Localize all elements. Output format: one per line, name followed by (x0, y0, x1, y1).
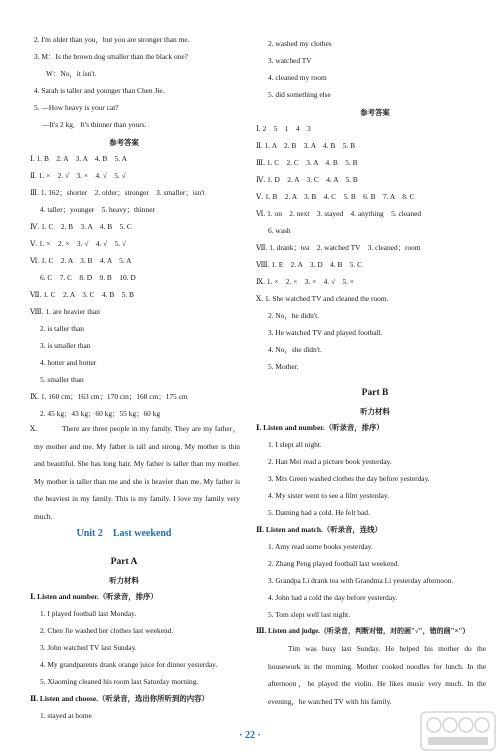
answer-line: Ⅵ. 1. on 2. next 3. stayed 4. anything 5. cleaned (256, 209, 422, 218)
watermark-logo (420, 711, 496, 751)
answer-line: Ⅴ. 1. × 2. × 3. √ 4. √ 5. √ (30, 239, 127, 248)
answer-line: Ⅱ. 1. A 2. B 3. A 4. B 5. B (256, 141, 356, 150)
answer-line: 4. hotter and hotter (40, 358, 97, 367)
judge-passage: Tim was busy last Sunday. He helped his mother do the housework in the morning. Mother cooked noodles for lunch. In the afternoon，he played the violin. He likes music very much. In the evening，he watched TV with his family. (268, 644, 486, 706)
text-line: 3. M：Is the brown dog smaller than the black one? (34, 52, 188, 61)
answer-line: 2. 45 kg；43 kg；60 kg；55 kg；60 kg (40, 409, 161, 418)
answer-line: Ⅵ. 1. C 2. A 3. B 4. A 5. A (30, 256, 132, 265)
section-heading: Ⅰ. Listen and number.（听录音，排序） (30, 592, 158, 601)
answer-line: Ⅴ. 1. B 2. A 3. B 4. C 5. B 6. B 7. A 8. C (256, 192, 415, 201)
list-item: 4. cleaned my room (268, 73, 327, 82)
answer-line: 4. taller；younger 5. heavy；thinner (40, 205, 155, 214)
answer-line: Ⅸ. 1. 160 cm；163 cm；170 cm；168 cm；175 cm (30, 392, 188, 401)
list-item: 3. Grandpa Li drank tea with Grandma Li yesterday afternoon. (268, 576, 454, 585)
page-number: · 22 · (239, 730, 261, 741)
answer-line: 2. No，he didn't. (268, 311, 320, 320)
part-a-title: Part A (110, 557, 138, 567)
answer-line: Ⅰ. 2 5 1 4 3 (256, 124, 311, 133)
answer-line: Ⅶ. 1. drank；tea 2. watched TV 3. cleaned；room (256, 243, 421, 252)
list-item: 4. My sister went to see a film yesterday. (268, 491, 390, 500)
answer-line: Ⅶ. 1. C 2. A 3. C 4. B 5. B (30, 290, 134, 299)
list-item: 4. My grandparents drank orange juice for dinner yesterday. (40, 660, 218, 669)
answer-line: 5. smaller than (40, 375, 84, 384)
answer-line: Ⅷ. 1. E 2. A 3. D 4. B 5. C (256, 260, 363, 269)
list-item: 1. stayed at home (40, 711, 92, 720)
list-item: 1. I slept all night. (268, 440, 322, 449)
section-heading: Ⅲ. Listen and judge.（听录音，判断对错，对的画"√"，错的画"×"） (256, 627, 470, 635)
essay-label: Ⅹ. (30, 424, 38, 433)
section-heading: Ⅱ. Listen and choose.（听录音，选出你所听到的内容） (30, 694, 209, 703)
answer-line: 4. No，she didn't. (268, 345, 322, 354)
answer-line: Ⅰ. 1. B 2. A 3. A 4. B 5. A (30, 154, 127, 163)
list-item: 3. John watched TV last Sunday. (40, 643, 137, 652)
list-item: 3. Mrs Green washed clothes the day before yesterday. (268, 474, 430, 483)
list-item: 4. John had a cold the day before yesterday. (268, 593, 398, 602)
essay-paragraph: There are three people in my family. They are my father，my mother and me. My father is tall and strong. My mother is thin and beautiful. She has long hair. My father is taller than my mother. My mother is taller than me and she is heavier than me. My father is the heaviest in my family. This is my family. I love my family very much. (34, 424, 240, 521)
answer-line: Ⅲ. 1. 162；shorter 2. older；stronger 3. smaller；isn't (30, 188, 205, 197)
list-item: 2. Han Mei read a picture book yesterday. (268, 457, 392, 466)
unit-title: Unit 2 Last weekend (76, 528, 172, 539)
answer-line: Ⅳ. 1. D 2. A 3. C 4. A 5. B (256, 175, 358, 184)
list-item: 5. Xiaoming cleaned his room last Saturday morning. (40, 677, 199, 686)
answer-line: 3. is smaller than (40, 341, 91, 350)
list-item: 5. Tom slept well last night. (268, 610, 351, 619)
list-item: 1. I played football last Monday. (40, 609, 137, 618)
answer-line: 6. C 7. C 8. D 9. B 10. D (40, 273, 136, 282)
answer-line: 5. Mother. (268, 362, 299, 371)
section-heading: Ⅱ. Listen and match.（听录音，连线） (256, 525, 382, 534)
answer-line: Ⅱ. 1. × 2. √ 3. × 4. √ 5. √ (30, 171, 126, 180)
list-item: 2. washed my clothes (268, 39, 332, 48)
answer-line: Ⅳ. 1. C 2. B 3. A 4. B 5. C (30, 222, 132, 231)
text-line: 4. Sarah is taller and younger than Chen Jie. (34, 86, 165, 95)
answer-line: 6. wash (268, 226, 291, 235)
text-line: 5. —How heavy is your cat? (34, 103, 119, 112)
answers-heading: 参考答案 (109, 138, 139, 147)
listening-heading: 听力材料 (360, 407, 390, 416)
list-item: 5. Daming had a cold. He felt bad. (268, 508, 370, 517)
text-line: —It's 2 kg．It's thinner than yours. (42, 120, 147, 129)
answer-line: 3. He watched TV and played football. (268, 328, 383, 337)
watermark-icon (420, 711, 496, 751)
text-line: W：No，it isn't. (46, 69, 97, 78)
list-item: 2. Zhang Peng played football last weekend. (268, 559, 400, 568)
list-item: 2. Chen Jie washed her clothes last weekend. (40, 626, 174, 635)
answer-line: Ⅹ. 1. She watched TV and cleaned the room. (256, 294, 389, 303)
answer-line: 2. is taller than (40, 324, 84, 333)
answer-line: Ⅸ. 1. × 2. × 3. × 4. √ 5. × (256, 277, 355, 286)
part-b-title: Part B (361, 388, 389, 398)
list-item: 1. Amy read some books yesterday. (268, 542, 373, 551)
list-item: 3. watched TV (268, 56, 312, 65)
section-heading: Ⅰ. Listen and number.（听录音，排序） (256, 423, 384, 432)
answer-line: Ⅲ. 1. C 2. C 3. A 4. B 5. B (256, 158, 358, 167)
listening-heading: 听力材料 (109, 576, 139, 585)
list-item: 5. did something else (268, 90, 331, 99)
answer-line: Ⅷ. 1. are heavier than (30, 307, 100, 316)
text-line: 2. I'm older than you，but you are stronger than me. (34, 35, 190, 44)
answers-heading: 参考答案 (360, 108, 390, 117)
